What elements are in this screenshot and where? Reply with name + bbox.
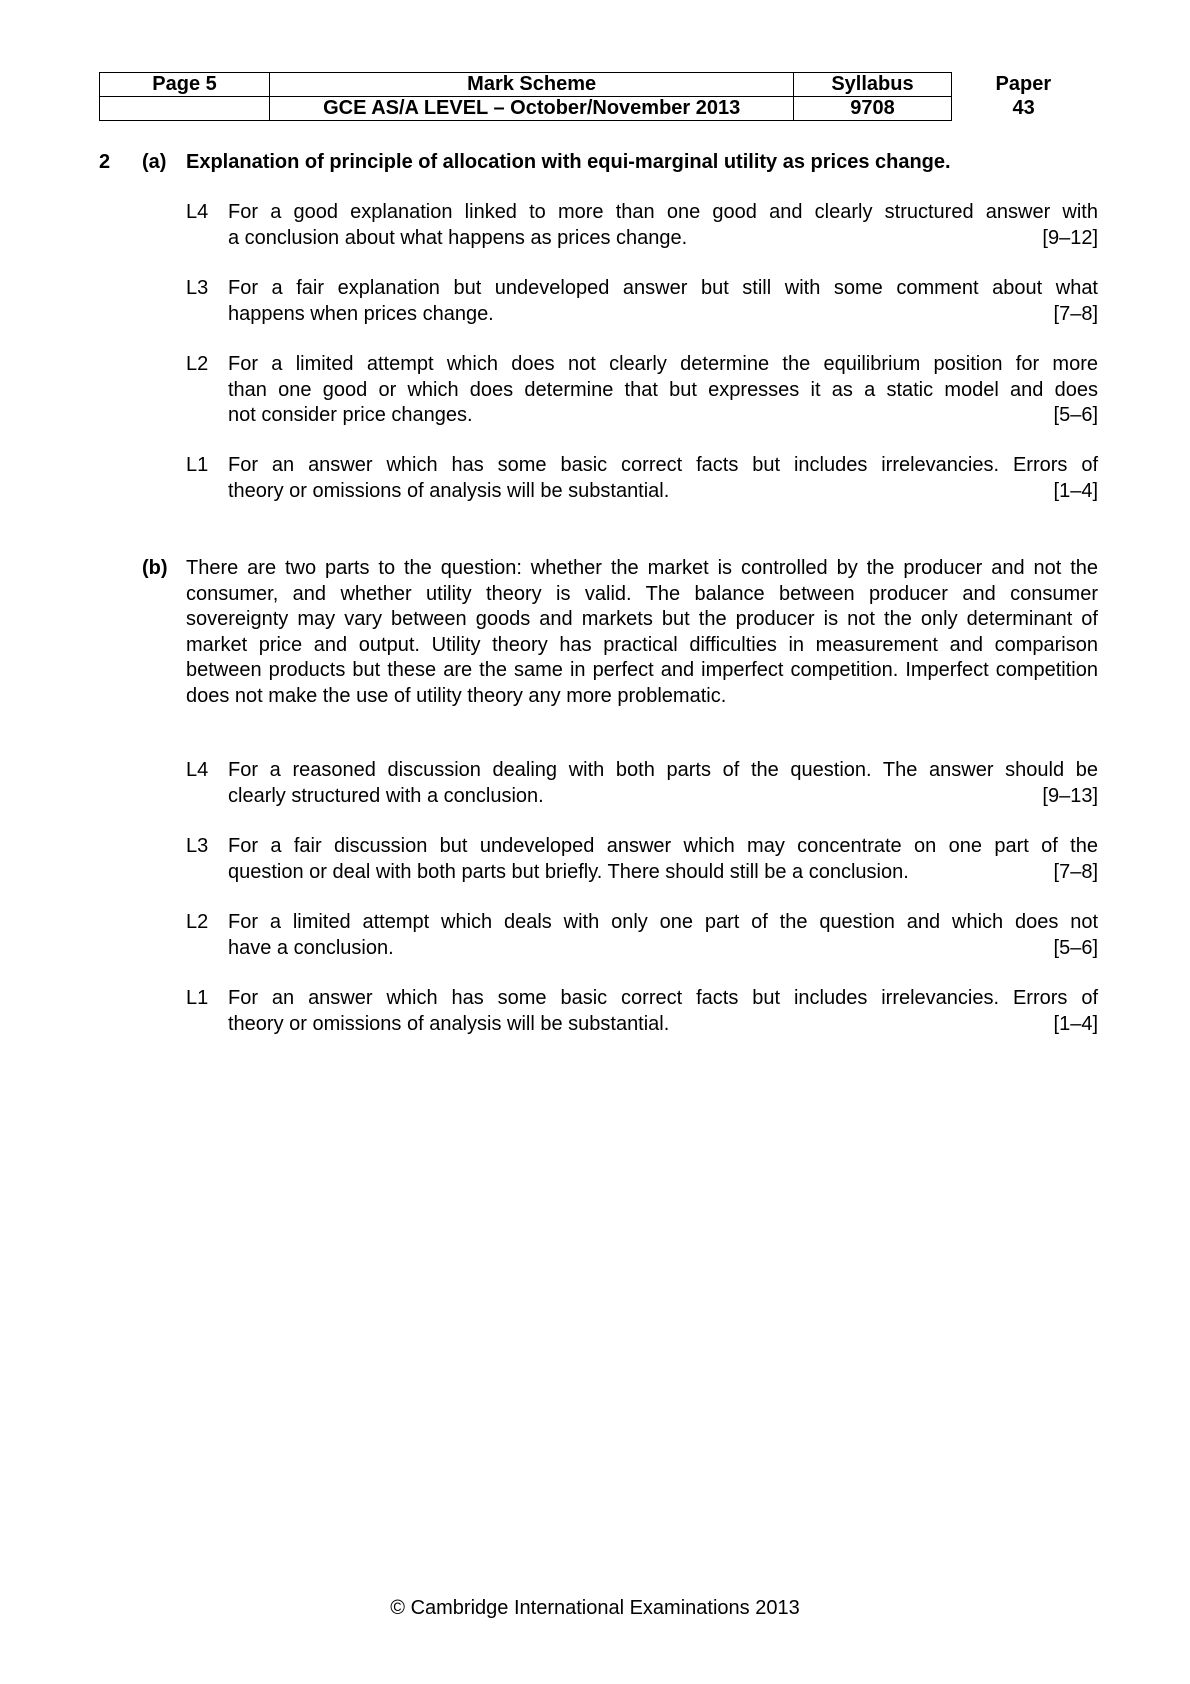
level-descriptor: [228, 200, 1098, 251]
mark-range: [5–6]: [1053, 404, 1098, 426]
level-code: L2: [186, 353, 209, 375]
question-number: 2: [99, 151, 111, 173]
level-code: L3: [186, 277, 209, 299]
level-code: L4: [186, 759, 209, 781]
descriptor-text: happens when prices change.: [228, 302, 494, 325]
syllabus-code-cell: 9708: [794, 97, 951, 121]
descriptor-line: For an answer which has some basic correct facts but includes irrelevancies. Errors of: [228, 454, 1098, 476]
copyright-footer: © Cambridge International Examinations 2013: [390, 1597, 800, 1619]
descriptor-line: [228, 302, 1098, 328]
mark-range: [7–8]: [1053, 860, 1098, 883]
level-code: L1: [186, 454, 209, 476]
descriptor-line: For a reasoned discussion dealing with both parts of the question. The answer should be: [228, 759, 1098, 781]
header-table: [99, 72, 1096, 121]
descriptor-line: For a limited attempt which does not clearly determine the equilibrium position for more: [228, 353, 1098, 375]
descriptor-text: not consider price changes.: [228, 404, 473, 426]
paper-number-cell: 43: [1012, 97, 1035, 119]
descriptor-line: For an answer which has some basic correct facts but includes irrelevancies. Errors of: [228, 987, 1098, 1009]
mark-range: [9–13]: [1042, 784, 1098, 807]
mark-range: [5–6]: [1053, 936, 1098, 959]
header-row-2: [100, 97, 1096, 121]
descriptor-line: [228, 226, 1098, 252]
level-descriptor: [228, 453, 1098, 504]
level-code: L2: [186, 911, 209, 933]
exam-session-cell: GCE AS/A LEVEL – October/November 2013: [270, 97, 794, 121]
level-descriptor: [228, 910, 1098, 961]
descriptor-text: clearly structured with a conclusion.: [228, 784, 544, 807]
level-code: L4: [186, 201, 209, 223]
descriptor-line: [228, 936, 1098, 962]
descriptor-text: theory or omissions of analysis will be substantial.: [228, 479, 670, 502]
descriptor-text: theory or omissions of analysis will be substantial.: [228, 1012, 670, 1035]
mark-range: [7–8]: [1053, 302, 1098, 325]
syllabus-label-cell: Syllabus: [794, 73, 951, 97]
page-number-cell: Page 5: [100, 73, 270, 97]
header-row-1: [100, 73, 1096, 97]
mark-range: [1–4]: [1053, 479, 1098, 502]
descriptor-text: a conclusion about what happens as prices change.: [228, 226, 688, 249]
level-descriptor: [228, 986, 1098, 1037]
level-descriptor: [228, 758, 1098, 809]
descriptor-line: For a fair discussion but undeveloped answer which may concentrate on one part of the: [228, 835, 1098, 857]
mark-range: [1–4]: [1053, 1012, 1098, 1035]
descriptor-line: For a good explanation linked to more than one good and clearly structured answer with: [228, 201, 1098, 223]
descriptor-line: [228, 403, 1098, 429]
mark-range: [9–12]: [1042, 226, 1098, 249]
descriptor-text: question or deal with both parts but briefly. There should still be a conclusion.: [228, 860, 909, 883]
level-code: L1: [186, 987, 209, 1009]
descriptor-line: For a fair explanation but undeveloped answer but still with some comment about what: [228, 277, 1098, 299]
descriptor-line: than one good or which does determine that but expresses it as a static model and does: [228, 378, 1098, 401]
descriptor-text: have a conclusion.: [228, 936, 394, 959]
empty-cell: [100, 97, 270, 121]
descriptor-line: [228, 479, 1098, 505]
descriptor-line: [228, 860, 1098, 886]
descriptor-line: [228, 784, 1098, 810]
document-type-cell: Mark Scheme: [270, 73, 794, 97]
descriptor-line: [228, 1012, 1098, 1038]
part-a-heading: Explanation of principle of allocation with equi-marginal utility as prices change.: [186, 151, 951, 173]
part-b-paragraph: There are two parts to the question: whether the market is controlled by the producer and not the consumer, and whether utility theory is valid. The balance between producer and consumer sovereignty may vary between goods and markets but the producer is not the only determinant of market price and output. Utility theory has practical difficulties in measurement and comparison between products but these are the same in perfect and imperfect competition. Imperfect competition does not make the use of utility theory any more problematic.: [186, 557, 1098, 707]
level-code: L3: [186, 835, 209, 857]
part-a-label: (a): [142, 151, 167, 173]
level-descriptor: [228, 352, 1098, 429]
level-descriptor: [228, 276, 1098, 327]
paper-label-cell: Paper: [995, 73, 1052, 95]
part-b-label: (b): [142, 557, 168, 579]
level-descriptor: [228, 834, 1098, 885]
descriptor-line: For a limited attempt which deals with only one part of the question and which does not: [228, 911, 1098, 933]
